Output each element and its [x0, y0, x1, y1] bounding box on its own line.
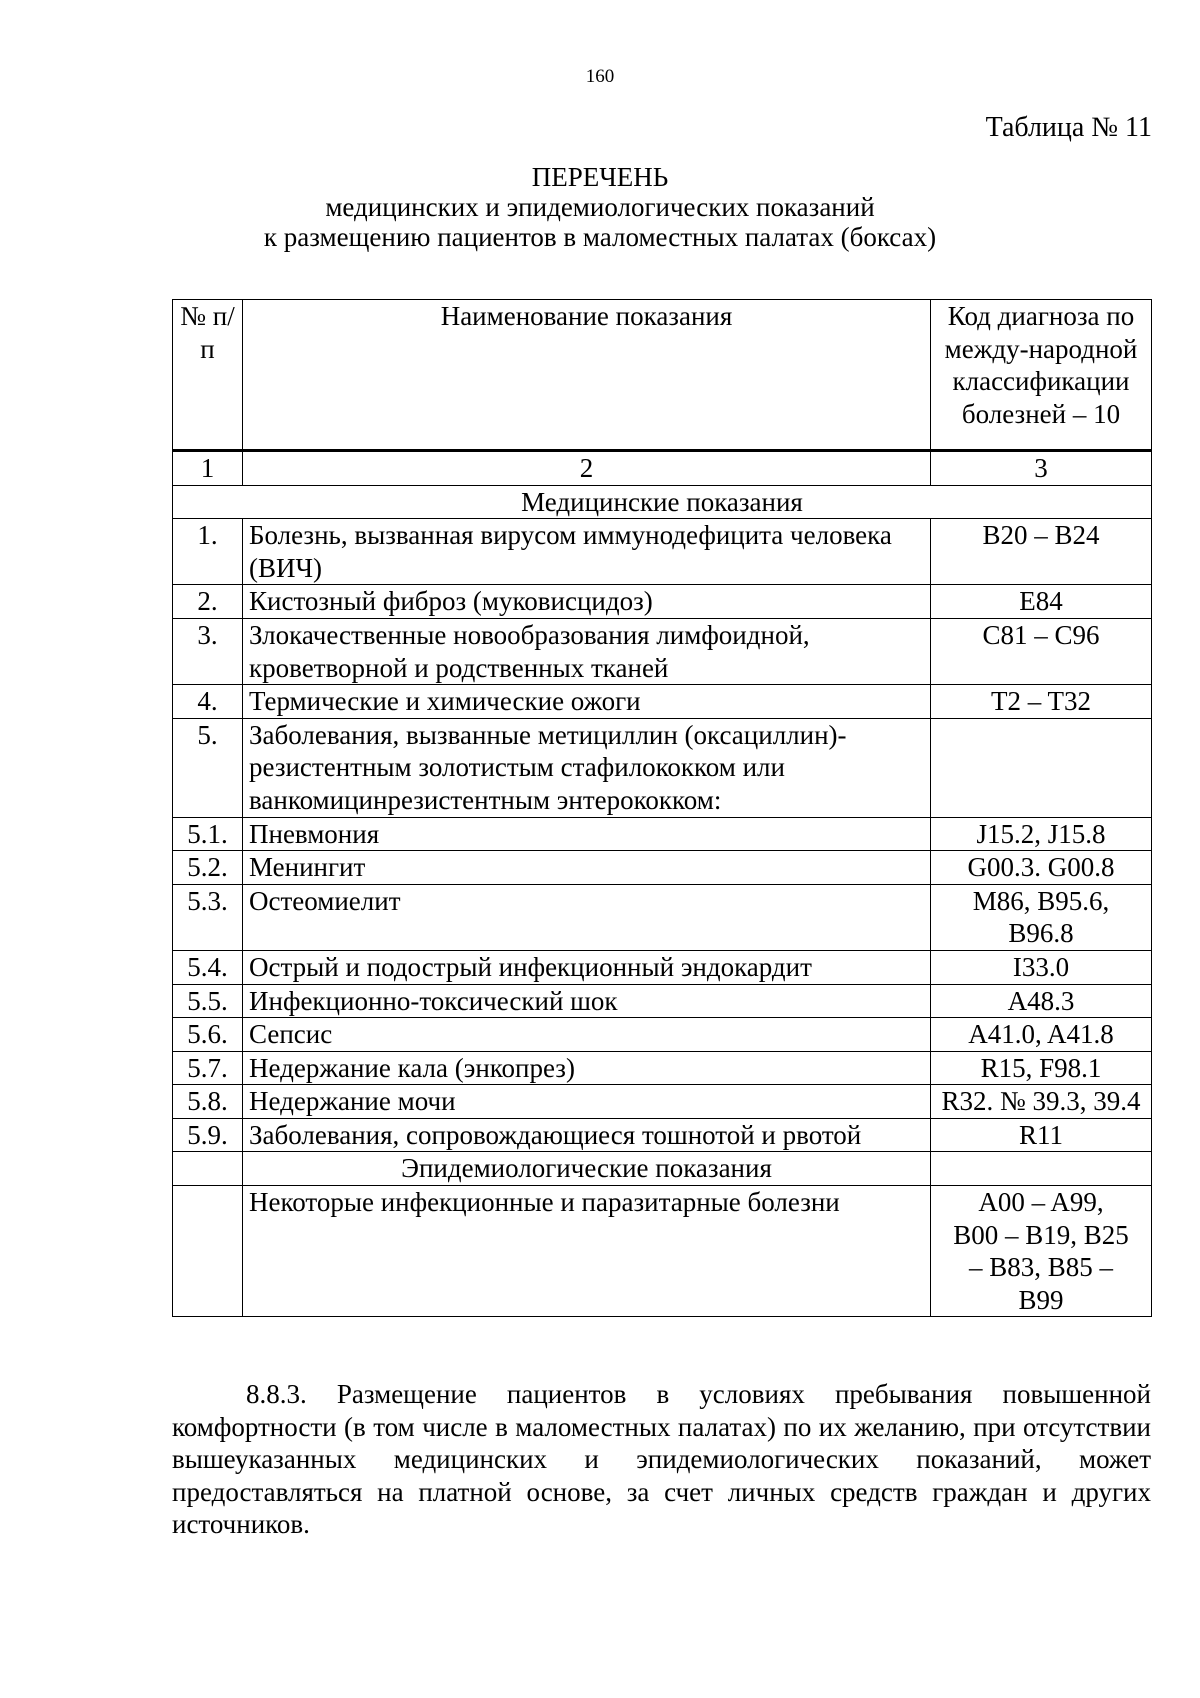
row-name: Заболевания, вызванные метициллин (оксациллин)-резистентным золотистым стафилококком или ванкомицинрезистентным энтерококком:: [243, 718, 931, 817]
table-row: [173, 984, 1152, 1018]
title-line-1: ПЕРЕЧЕНЬ: [531, 162, 669, 192]
row-code: R32. № 39.3, 39.4: [931, 1085, 1152, 1119]
row-name: Злокачественные новообразования лимфоидной, кроветворной и родственных тканей: [243, 618, 931, 684]
row-code: J15.2, J15.8: [931, 817, 1152, 851]
row-num: 3.: [173, 618, 243, 684]
row-code: T2 – T32: [931, 685, 1152, 719]
row-num: 5.8.: [173, 1085, 243, 1119]
column-number-3: 3: [931, 451, 1152, 486]
section-medical-label: Медицинские показания: [173, 485, 1152, 519]
row-name: Пневмония: [243, 817, 931, 851]
row-name: Острый и подострый инфекционный эндокардит: [243, 950, 931, 984]
table-row: [173, 1118, 1152, 1152]
row-num: 4.: [173, 685, 243, 719]
row-code: [931, 718, 1152, 817]
row-num: 5.2.: [173, 851, 243, 885]
table-row: [173, 718, 1152, 817]
column-numbers-row: [173, 451, 1152, 486]
paragraph-8-8-3: 8.8.3. Размещение пациентов в условиях пребывания повышенной комфортности (в том числе в маломестных палатах) по их желанию, при отсутствии вышеуказанных медицинских и эпидемиологических показаний, может предоставляться на платной основе, за счет личных средств граждан и других источников.: [172, 1379, 1151, 1540]
table-row: [173, 1051, 1152, 1085]
row-name: Сепсис: [243, 1018, 931, 1052]
table-row: [173, 519, 1152, 585]
table-row: [173, 585, 1152, 619]
row-name: Кистозный фиброз (муковисцидоз): [243, 585, 931, 619]
row-num: 5.: [173, 718, 243, 817]
row-name: Остеомиелит: [243, 884, 931, 950]
row-name: Менингит: [243, 851, 931, 885]
header-name: Наименование показания: [243, 300, 931, 451]
row-name: Недержание мочи: [243, 1085, 931, 1119]
row-name: Болезнь, вызванная вирусом иммунодефицита человека (ВИЧ): [243, 519, 931, 585]
table-row: [173, 1085, 1152, 1119]
row-code: A00 – A99, B00 – B19, B25 – B83, B85 – B99: [931, 1186, 1152, 1317]
row-num: [173, 1186, 243, 1317]
row-code: R15, F98.1: [931, 1051, 1152, 1085]
table-row: [173, 618, 1152, 684]
row-num: 2.: [173, 585, 243, 619]
row-name: Инфекционно-токсический шок: [243, 984, 931, 1018]
section-epi-num-cell: [173, 1152, 243, 1186]
indications-table: [172, 299, 1152, 1317]
table-row-epidemiological: [173, 1186, 1152, 1317]
table-header-row: [173, 300, 1152, 451]
table-body: [173, 300, 1152, 1317]
row-name: Заболевания, сопровождающиеся тошнотой и рвотой: [243, 1118, 931, 1152]
table-row: [173, 884, 1152, 950]
row-code: I33.0: [931, 950, 1152, 984]
document-title: [0, 162, 1200, 252]
section-row-medical: [173, 485, 1152, 519]
row-num: 5.6.: [173, 1018, 243, 1052]
row-num: 5.7.: [173, 1051, 243, 1085]
row-num: 1.: [173, 519, 243, 585]
column-number-2: 2: [243, 451, 931, 486]
table-row: [173, 685, 1152, 719]
row-name: Недержание кала (энкопрез): [243, 1051, 931, 1085]
row-num: 5.1.: [173, 817, 243, 851]
table-row: [173, 851, 1152, 885]
section-epi-label: Эпидемиологические показания: [243, 1152, 931, 1186]
row-code: G00.3. G00.8: [931, 851, 1152, 885]
row-name: Некоторые инфекционные и паразитарные болезни: [243, 1186, 931, 1317]
page-number: 160: [585, 66, 615, 87]
table-row: [173, 817, 1152, 851]
row-num: 5.4.: [173, 950, 243, 984]
header-code: Код диагноза по между-народной классификации болезней – 10: [931, 300, 1152, 451]
row-code: E84: [931, 585, 1152, 619]
row-code: B20 – B24: [931, 519, 1152, 585]
row-code: A48.3: [931, 984, 1152, 1018]
row-code: C81 – C96: [931, 618, 1152, 684]
section-epi-code-cell: [931, 1152, 1152, 1186]
row-name: Термические и химические ожоги: [243, 685, 931, 719]
row-code: A41.0, A41.8: [931, 1018, 1152, 1052]
table-row: [173, 1018, 1152, 1052]
header-num: № п/п: [173, 300, 243, 451]
row-code: R11: [931, 1118, 1152, 1152]
row-code: M86, B95.6, B96.8: [931, 884, 1152, 950]
row-num: 5.3.: [173, 884, 243, 950]
table-row: [173, 950, 1152, 984]
title-line-2: медицинских и эпидемиологических показаний: [325, 192, 875, 222]
section-row-epidemiological: [173, 1152, 1152, 1186]
row-num: 5.5.: [173, 984, 243, 1018]
title-line-3: к размещению пациентов в маломестных палатах (боксах): [263, 222, 937, 252]
table-label: Таблица № 11: [985, 112, 1152, 143]
row-num: 5.9.: [173, 1118, 243, 1152]
column-number-1: 1: [173, 451, 243, 486]
